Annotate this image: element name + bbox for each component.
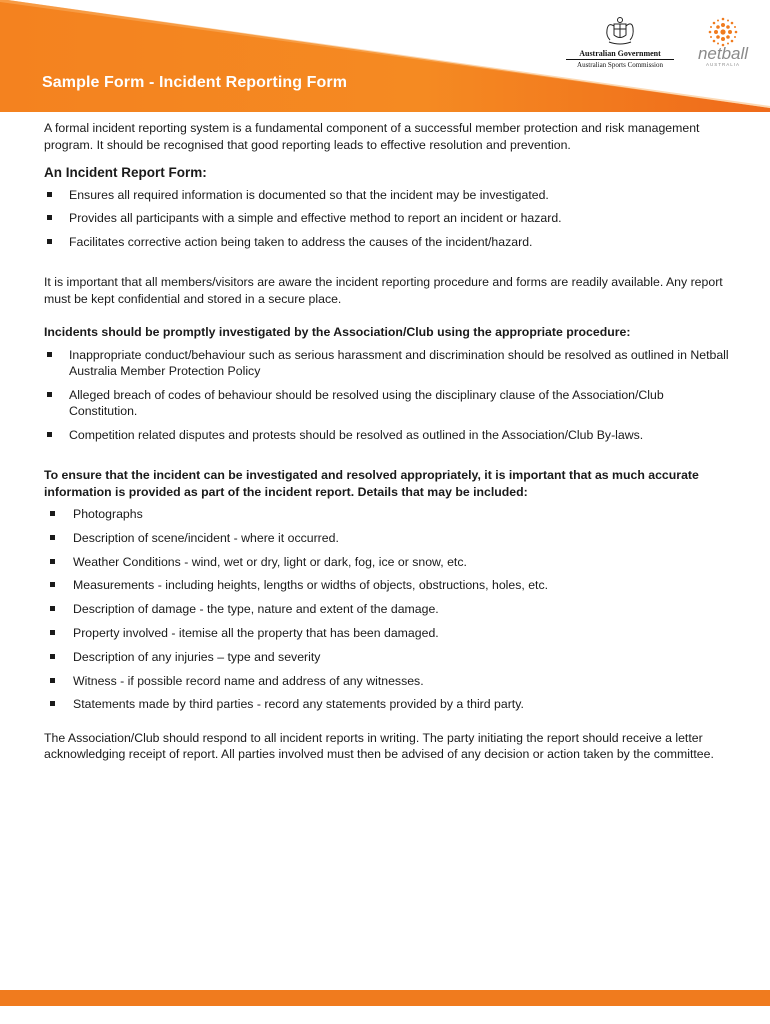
australian-government-logo — [566, 16, 674, 69]
report-form-list — [44, 187, 734, 251]
government-name: Australian Government — [579, 49, 661, 58]
list-item: Description of damage - the type, nature and extent of the damage. — [44, 601, 734, 618]
commission-name: Australian Sports Commission — [566, 59, 674, 69]
list-item: Property involved - itemise all the property that has been damaged. — [44, 625, 734, 642]
coat-of-arms-icon — [602, 16, 638, 48]
list-item: Ensures all required information is documented so that the incident may be investigated. — [44, 187, 734, 204]
list-item: Witness - if possible record name and address of any witnesses. — [44, 673, 734, 690]
list-item: Competition related disputes and protests should be resolved as outlined in the Association/Club By-laws. — [44, 427, 734, 444]
list-item: Measurements - including heights, lengths or widths of objects, obstructions, holes, etc. — [44, 577, 734, 594]
list-item: Facilitates corrective action being taken to address the causes of the incident/hazard. — [44, 234, 734, 251]
intro-paragraph: A formal incident reporting system is a fundamental component of a successful member protection and risk management program. It should be recognised that good reporting leads to effective resolution and prevention. — [44, 121, 700, 152]
list-item: Provides all participants with a simple and effective method to report an incident or hazard. — [44, 210, 734, 227]
details-heading: To ensure that the incident can be investigated and resolved appropriately, it is important that as much accurate information is provided as part of the incident report. Details that may be included: — [44, 468, 699, 499]
netball-subtitle: AUSTRALIA — [705, 62, 740, 67]
details-list — [44, 506, 734, 713]
list-item: Photographs — [44, 506, 734, 523]
list-item: Statements made by third parties - record any statements provided by a third party. — [44, 696, 734, 713]
list-item: Description of any injuries – type and severity — [44, 649, 734, 666]
report-form-heading: An Incident Report Form: — [44, 165, 207, 180]
closing-paragraph: The Association/Club should respond to all incident reports in writing. The party initiating the report should receive a letter acknowledging receipt of report. All parties involved must then be advised of any decision or action taken by the committee. — [44, 730, 714, 762]
netball-australia-logo — [688, 16, 758, 67]
awareness-paragraph: It is important that all members/visitors are aware the incident reporting procedure and forms are readily available. Any report must be kept confidential and stored in a secure place. — [44, 275, 723, 306]
form-title: Sample Form - Incident Reporting Form — [42, 74, 348, 91]
list-item: Inappropriate conduct/behaviour such as serious harassment and discrimination should be resolved as outlined in Netball Australia Member Protection Policy — [44, 347, 734, 380]
investigation-list — [44, 347, 734, 444]
document-body — [44, 120, 734, 763]
list-item: Description of scene/incident - where it occurred. — [44, 530, 734, 547]
investigation-heading: Incidents should be promptly investigated by the Association/Club using the appropriate procedure: — [44, 325, 631, 339]
netball-wordmark: netball — [697, 44, 749, 63]
list-item: Weather Conditions - wind, wet or dry, light or dark, fog, ice or snow, etc. — [44, 554, 734, 571]
footer-bar — [0, 990, 770, 1006]
list-item: Alleged breach of codes of behaviour should be resolved using the disciplinary clause of the Association/Club Constitution. — [44, 387, 734, 420]
